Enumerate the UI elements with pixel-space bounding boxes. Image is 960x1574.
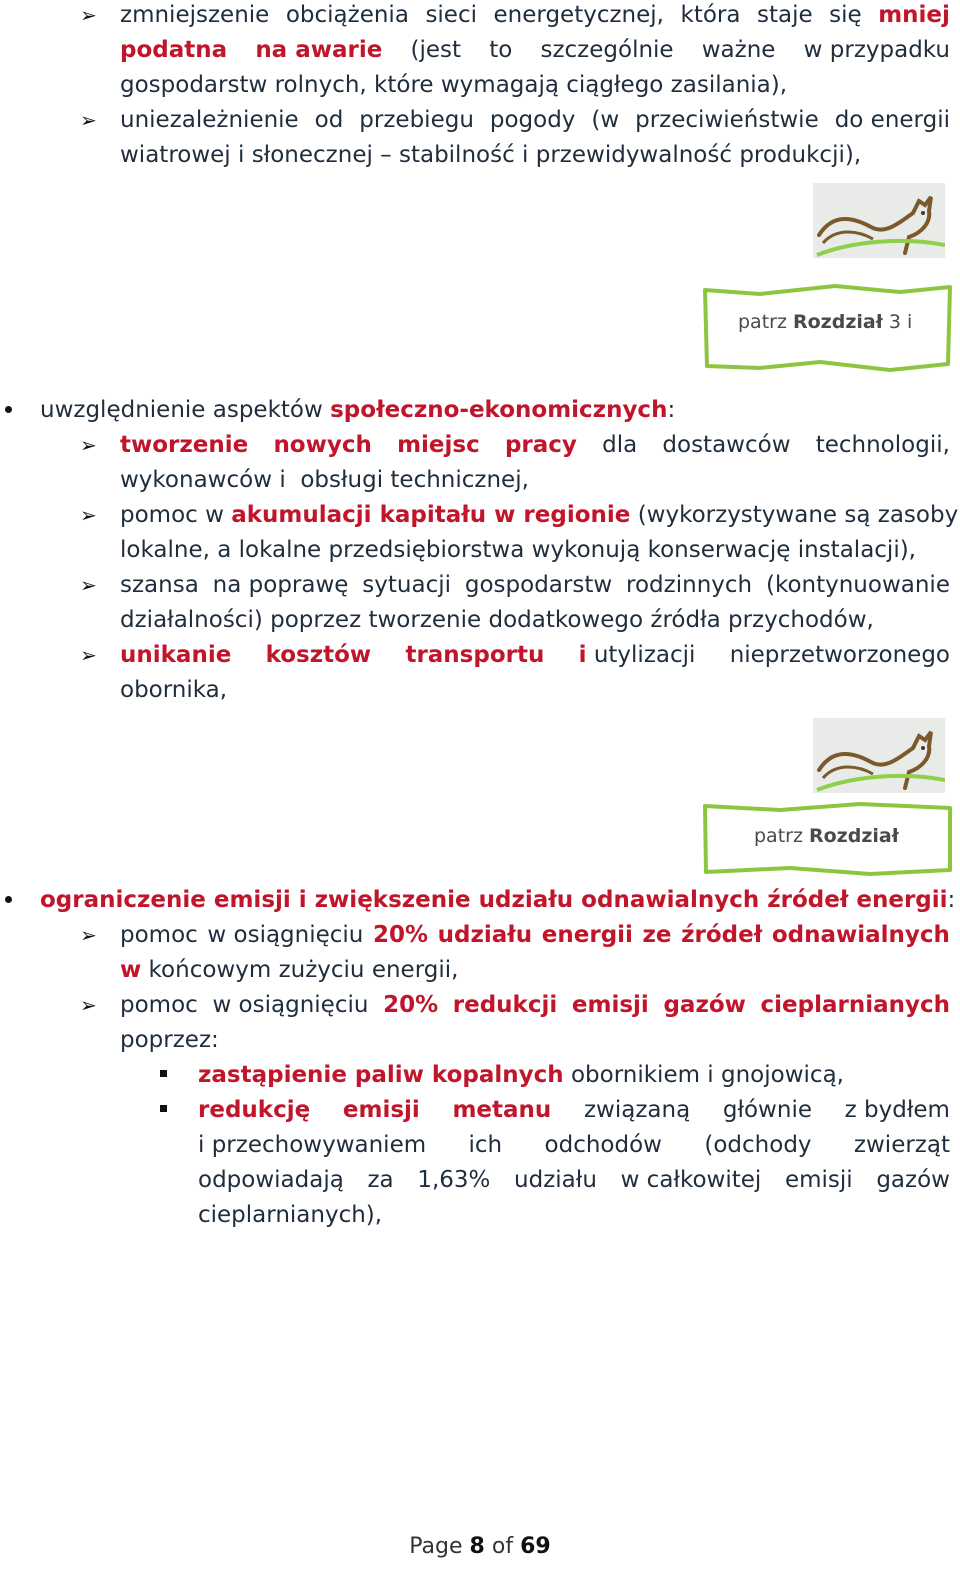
- callout-suffix: 3 i: [888, 311, 913, 333]
- word: zwierząt: [853, 1132, 950, 1158]
- word: w przypadku: [803, 37, 950, 63]
- word: pomoc: [120, 922, 198, 948]
- word: emisji: [784, 1167, 853, 1193]
- word: dostawców: [662, 432, 791, 458]
- footer-page-label: Page: [409, 1534, 463, 1559]
- b3-sub1-line1: [198, 1058, 844, 1093]
- b3-item1-line1: [120, 918, 950, 953]
- word: (wykorzystywane są zasoby: [630, 502, 959, 528]
- word: pogody: [489, 107, 576, 133]
- b3-item2-line2: poprzez:: [120, 1027, 219, 1053]
- arrow-bullet-icon: ➢: [80, 643, 97, 667]
- highlight-text: redukcję: [198, 1097, 311, 1123]
- b2-line2: wiatrowej i słonecznej – stabilność i przewidywalność produkcji),: [120, 142, 862, 168]
- b2-line1: [120, 103, 950, 138]
- square-bullet-icon: [160, 1070, 167, 1077]
- b3-sub2-line1: [198, 1093, 950, 1128]
- highlight-text: emisji: [571, 992, 649, 1018]
- page-footer: [0, 1534, 960, 1559]
- block2-heading: [40, 393, 675, 428]
- word: gospodarstw: [464, 572, 613, 598]
- word: z bydłem: [844, 1097, 950, 1123]
- word: końcowym zużyciu energii,: [141, 957, 459, 983]
- b2-item3-line1: [120, 568, 950, 603]
- bullet-dot-icon: [5, 406, 12, 413]
- highlight-text: emisji: [342, 1097, 420, 1123]
- highlight-text: miejsc: [397, 432, 480, 458]
- word: (odchody: [704, 1132, 812, 1158]
- callout-prefix: patrz: [754, 825, 803, 847]
- word: rodzinnych: [626, 572, 753, 598]
- highlight-text: ze: [642, 922, 672, 948]
- b2-item1-line2: wykonawców i obsługi technicznej,: [120, 467, 529, 493]
- word: energetycznej,: [493, 2, 664, 28]
- b1-line1: [120, 0, 950, 33]
- word: szczególnie: [540, 37, 674, 63]
- footer-of-label: of: [491, 1534, 514, 1559]
- word: ich: [468, 1132, 503, 1158]
- word: w całkowitej: [620, 1167, 762, 1193]
- footer-page-total: 69: [520, 1534, 551, 1559]
- arrow-bullet-icon: ➢: [80, 433, 97, 457]
- highlight-text: udziału: [437, 922, 533, 948]
- b2-item2-line1: [120, 498, 958, 533]
- highlight-text: nowych: [273, 432, 372, 458]
- word: nieprzetworzonego: [729, 642, 950, 668]
- highlight-text: unikanie: [120, 642, 232, 668]
- cow-logo-icon: [813, 718, 945, 793]
- arrow-bullet-icon: ➢: [80, 108, 97, 132]
- word: za: [367, 1167, 394, 1193]
- highlight-text: pracy: [504, 432, 577, 458]
- b3-sub2-line3: [198, 1163, 950, 1198]
- highlight-text: społeczno-ekonomicznych: [330, 397, 668, 423]
- word: staje: [756, 2, 813, 28]
- callout-see-chapter: [738, 311, 912, 333]
- highlight-text: gazów: [663, 992, 746, 1018]
- heading-text: uwzględnienie aspektów: [40, 397, 331, 423]
- word: szansa: [120, 572, 199, 598]
- footer-page-number: 8: [469, 1534, 485, 1559]
- b2-item4-line2: obornika,: [120, 677, 228, 703]
- word: (jest: [410, 37, 462, 63]
- b2-item4-line1: [120, 638, 950, 673]
- highlight-text: metanu: [452, 1097, 552, 1123]
- word: technologii,: [815, 432, 950, 458]
- highlight-text: i: [578, 642, 587, 668]
- highlight-text: redukcji: [452, 992, 558, 1018]
- word: obornikiem i gnojowicą,: [563, 1062, 844, 1088]
- word: odpowiadają: [198, 1167, 344, 1193]
- b2-item2-line2: lokalne, a lokalne przedsiębiorstwa wykonują konserwację instalacji),: [120, 537, 916, 563]
- word: odchodów: [544, 1132, 662, 1158]
- word: gazów: [876, 1167, 950, 1193]
- word: obciążenia: [285, 2, 409, 28]
- bullet-dot-icon: [5, 896, 12, 903]
- word: dla: [602, 432, 638, 458]
- word: pomoc: [120, 992, 198, 1018]
- highlight-text: tworzenie: [120, 432, 249, 458]
- word: od: [314, 107, 344, 133]
- word: się: [829, 2, 862, 28]
- word: na poprawę: [212, 572, 349, 598]
- highlight-text: mniej: [878, 2, 950, 28]
- highlight-text: transportu: [405, 642, 545, 668]
- highlight-text: ograniczenie emisji i zwiększenie udziału odnawialnych źródeł energii: [40, 887, 948, 913]
- heading-colon: :: [667, 397, 676, 423]
- block3-heading: [40, 883, 955, 918]
- b3-sub2-line2: [198, 1128, 950, 1163]
- highlight-text: w: [120, 957, 142, 983]
- b3-sub2-line4: cieplarnianych),: [198, 1202, 383, 1228]
- word: związaną: [583, 1097, 691, 1123]
- b1-line2: [120, 33, 950, 68]
- highlight-text: 20%: [383, 992, 439, 1018]
- callout-bold: Rozdział: [793, 311, 883, 333]
- word: (w: [591, 107, 620, 133]
- word: pomoc w: [120, 502, 232, 528]
- highlight-text: energii: [541, 922, 633, 948]
- highlight-text: źródeł: [681, 922, 763, 948]
- callout-see-chapter: [754, 825, 899, 847]
- word: uniezależnienie: [120, 107, 299, 133]
- word: do energii: [834, 107, 950, 133]
- word: przebiegu: [359, 107, 474, 133]
- arrow-bullet-icon: ➢: [80, 573, 97, 597]
- word: w osiągnięciu: [207, 922, 364, 948]
- arrow-bullet-icon: ➢: [80, 3, 97, 27]
- arrow-bullet-icon: ➢: [80, 503, 97, 527]
- word: i przechowywaniem: [198, 1132, 427, 1158]
- word: głównie: [722, 1097, 812, 1123]
- arrow-bullet-icon: ➢: [80, 993, 97, 1017]
- square-bullet-icon: [160, 1105, 167, 1112]
- word: ważne: [701, 37, 776, 63]
- highlight-text: zastąpienie paliw kopalnych: [198, 1062, 564, 1088]
- word: 1,63%: [417, 1167, 491, 1193]
- word: utylizacji: [593, 642, 696, 668]
- highlight-text: odnawialnych: [771, 922, 950, 948]
- word: udziału: [514, 1167, 597, 1193]
- callout-bold: Rozdział: [809, 825, 899, 847]
- highlight-text: 20%: [372, 922, 429, 948]
- callout-prefix: patrz: [738, 311, 787, 333]
- word: przeciwieństwie: [635, 107, 819, 133]
- highlight-text: podatna: [120, 37, 228, 63]
- b1-line3: gospodarstw rolnych, które wymagają ciągłego zasilania),: [120, 72, 788, 98]
- word: (kontynuowanie: [765, 572, 950, 598]
- word: sytuacji: [362, 572, 452, 598]
- b2-item1-line1: [120, 428, 950, 463]
- b3-item1-line2: [120, 953, 458, 988]
- highlight-text: akumulacji kapitału w regionie: [231, 502, 631, 528]
- arrow-bullet-icon: ➢: [80, 923, 97, 947]
- b2-item3-line2: działalności) poprzez tworzenie dodatkowego źródła przychodów,: [120, 607, 874, 633]
- word: to: [489, 37, 513, 63]
- b3-item2-line1: [120, 988, 950, 1023]
- highlight-text: cieplarnianych: [760, 992, 950, 1018]
- word: w osiągnięciu: [212, 992, 369, 1018]
- cow-logo-icon: [813, 183, 945, 258]
- highlight-text: na awarie: [255, 37, 383, 63]
- heading-colon: :: [947, 887, 956, 913]
- word: zmniejszenie: [120, 2, 270, 28]
- highlight-text: kosztów: [265, 642, 372, 668]
- word: sieci: [425, 2, 477, 28]
- word: która: [680, 2, 741, 28]
